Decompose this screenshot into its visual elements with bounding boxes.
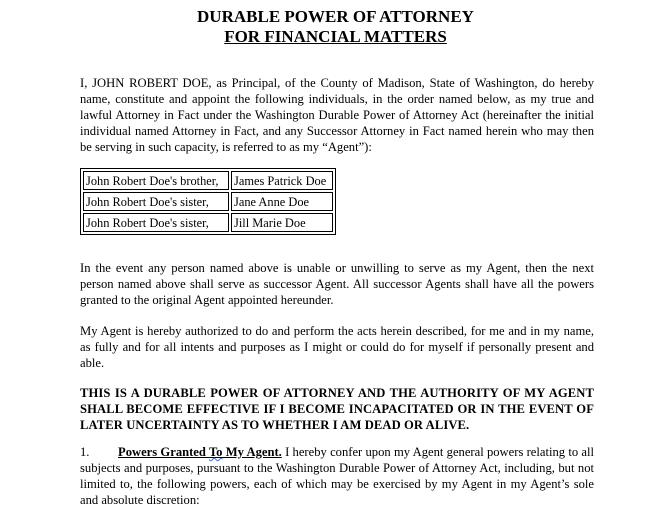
agents-table [80,168,336,235]
document-subtitle-text: FOR FINANCIAL MATTERS [224,27,447,46]
section-heading-part: Powers Granted [118,445,209,459]
agent-relation: John Robert Doe's sister, [83,213,229,232]
authority-paragraph: My Agent is hereby authorized to do and perform the acts herein described, for me and in my name, as fully and for all intents and purposes as I might or could do for myself if personally present and able. [80,324,594,370]
section-number: 1. [80,445,90,459]
section-body: I hereby confer upon my Agent general powers relating to all subjects and purposes, pursuant to the Washington Durable Power of Attorney Act, including, but not limited to, the following powers, each of which may be exercised by my Agent in my Agent’s sole and absolute discretion: [80,445,594,507]
table-row [83,171,333,190]
agent-name: Jill Marie Doe [231,213,333,232]
table-row [83,213,333,232]
successor-paragraph: In the event any person named above is unable or unwilling to serve as my Agent, then the next person named above shall serve as successor Agent. All successor Agents shall have all the powers granted to the original Agent appointed hereunder. [80,261,594,307]
agent-relation: John Robert Doe's brother, [83,171,229,190]
spellcheck-flagged-word[interactable]: To [208,445,223,459]
section-heading [118,445,282,459]
document-title: DURABLE POWER OF ATTORNEY [197,7,474,26]
section-1 [80,444,594,508]
agent-relation: John Robert Doe's sister, [83,192,229,211]
durable-statement: THIS IS A DURABLE POWER OF ATTORNEY AND THE AUTHORITY OF MY AGENT SHALL BECOME EFFECTIVE IF I BECOME INCAPACITATED OR IN THE EVENT OF LATER UNCERTAINTY AS TO WHETHER I AM DEAD OR ALIVE. [80,386,594,432]
document-subtitle [0,27,671,47]
table-row [83,192,333,211]
agent-name: James Patrick Doe [231,171,333,190]
section-heading-part: My Agent. [222,445,282,459]
intro-paragraph: I, JOHN ROBERT DOE, as Principal, of the County of Madison, State of Washington, do hereby name, constitute and appoint the following individuals, in the order named below, as my true and lawful Attorney in Fact under the Washington Durable Power of Attorney Act (hereinafter the initial individual named Attorney in Fact, and any Successor Attorney in Fact named herein who may then be serving in such capacity, is referred to as my “Agent”): [80,76,594,154]
agent-name: Jane Anne Doe [231,192,333,211]
